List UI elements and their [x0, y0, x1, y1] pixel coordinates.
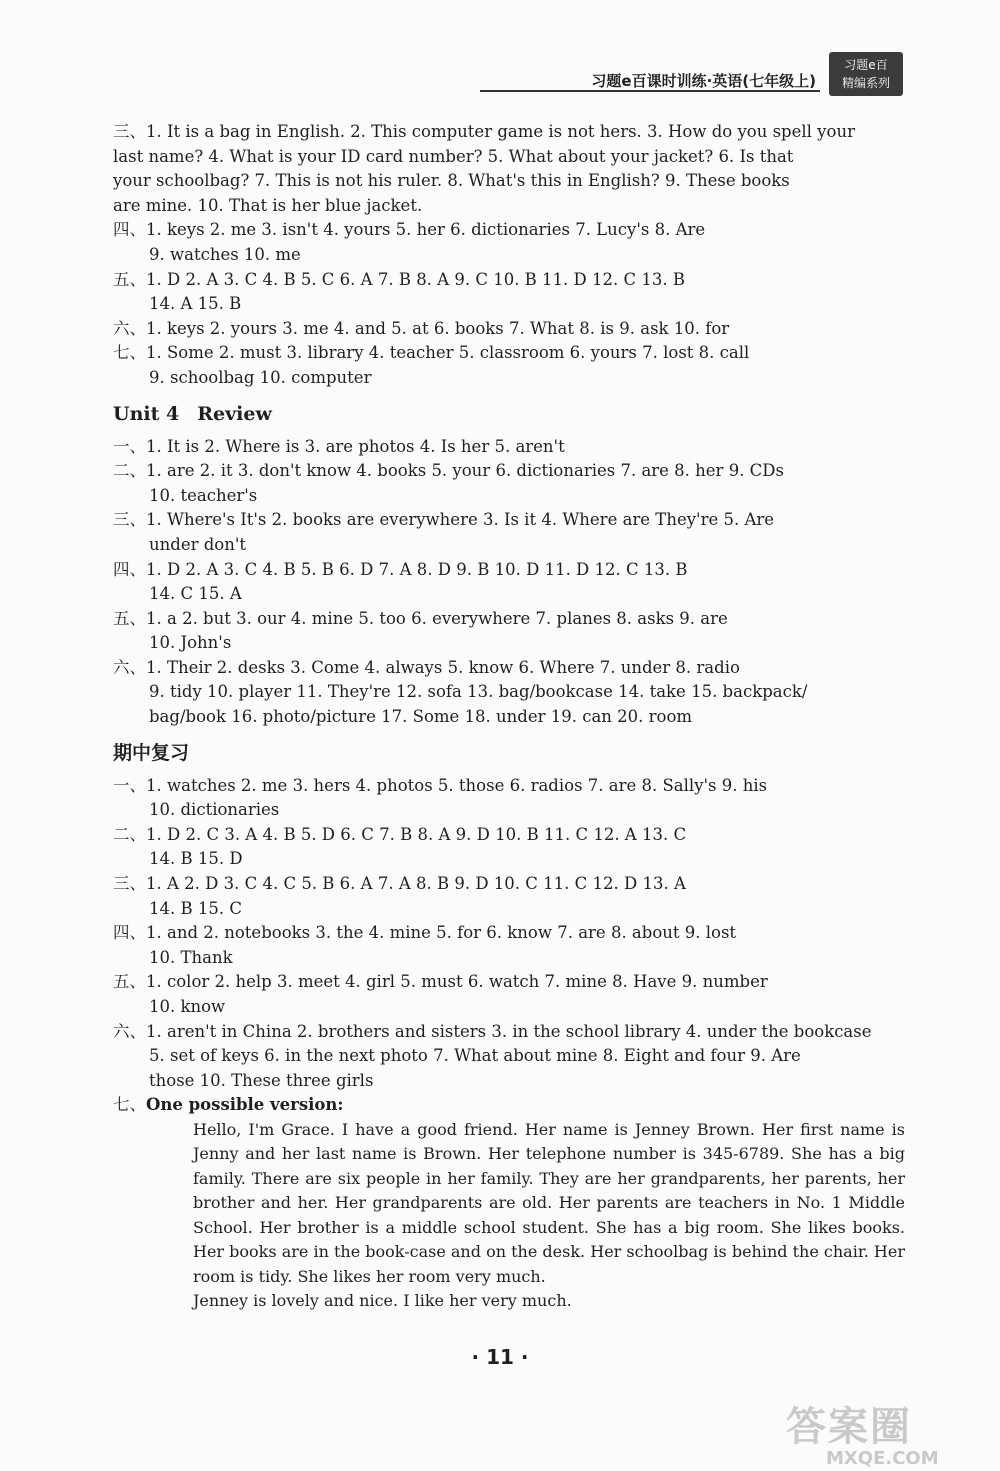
u3-section-7 [113, 341, 905, 390]
badge-line-2: 精编系列 [841, 76, 890, 90]
essay-title: One possible version: [146, 1095, 344, 1115]
answer-line: 10. John's [149, 633, 232, 653]
page-number: · 11 · [471, 1345, 529, 1369]
u4-section-4 [113, 558, 905, 607]
watermark [786, 1395, 986, 1469]
answer-line: 1. D 2. A 3. C 4. B 5. C 6. A 7. B 8. A 9. C 10. B 11. D 12. C 13. B [146, 269, 685, 289]
badge-line-1: 习题e百 [844, 58, 888, 72]
essay-body [113, 1118, 905, 1314]
section-label: 一、 [113, 436, 146, 456]
section-label: 六、 [113, 657, 146, 677]
watermark-url: MXQE.COM [826, 1448, 939, 1469]
answer-line: your schoolbag? 7. This is not his ruler. 8. What's this in English? 9. These books [113, 171, 790, 191]
mid-section-4 [113, 921, 905, 970]
answer-line: 1. are 2. it 3. don't know 4. books 5. your 6. dictionaries 7. are 8. her 9. CDs [146, 461, 784, 481]
essay-paragraph-1: Hello, I'm Grace. I have a good friend. Her name is Jenney Brown. Her first name is Jenny and her last name is Brown. Her telephone number is 345-6789. She has a big family. There are six people in her family. They are her grandparents, her parents, her brother and her. Her grandparents are old. Her parents are teachers in No. 1 Middle School. Her brother is a middle school student. She has a big room. She likes books. Her books are in the book-case and on the desk. Her schoolbag is behind the chair. Her room is tidy. She likes her room very much. [193, 1119, 905, 1286]
answer-line: 1. D 2. A 3. C 4. B 5. B 6. D 7. A 8. D 9. B 10. D 11. D 12. C 13. B [146, 559, 688, 579]
u3-section-5 [113, 268, 905, 317]
answer-line: 14. B 15. C [149, 898, 242, 918]
mid-section-7 [113, 1093, 905, 1314]
answer-line: are mine. 10. That is her blue jacket. [113, 195, 423, 215]
unit-title: Review [197, 402, 272, 425]
answer-line: 5. set of keys 6. in the next photo 7. What about mine 8. Eight and four 9. Are [149, 1046, 801, 1066]
essay-paragraph-2: Jenney is lovely and nice. I like her very much. [193, 1291, 572, 1311]
answer-line: 9. schoolbag 10. computer [149, 367, 372, 387]
answer-line: 10. teacher's [149, 485, 258, 505]
answer-line: 14. B 15. D [149, 849, 243, 869]
mid-section-5 [113, 970, 905, 1019]
answer-line: 10. know [149, 997, 226, 1016]
mid-section-6 [113, 1020, 905, 1094]
series-badge [829, 52, 903, 96]
answer-line: those 10. These three girls [149, 1070, 374, 1090]
running-header [480, 70, 820, 92]
section-label: 六、 [113, 318, 146, 338]
section-label: 五、 [113, 972, 146, 992]
answer-line: 1. Where's It's 2. books are everywhere 3. Is it 4. Where are They're 5. Are [146, 510, 775, 530]
answer-line: 1. a 2. but 3. our 4. mine 5. too 6. everywhere 7. planes 8. asks 9. are [146, 608, 728, 628]
answer-line: 1. It is a bag in English. 2. This computer game is not hers. 3. How do you spell your [146, 122, 855, 141]
section-label: 三、 [113, 122, 146, 141]
answer-line: 14. A 15. B [149, 294, 242, 314]
answer-line: 1. aren't in China 2. brothers and sisters 3. in the school library 4. under the bookcase [146, 1021, 872, 1041]
answer-line: 1. color 2. help 3. meet 4. girl 5. must 6. watch 7. mine 8. Have 9. number [146, 972, 768, 992]
answer-line: 1. It is 2. Where is 3. are photos 4. Is her 5. aren't [146, 436, 565, 456]
answer-line: bag/book 16. photo/picture 17. Some 18. under 19. can 20. room [149, 707, 693, 727]
midterm-heading: 期中复习 [113, 741, 190, 764]
answer-line: 1. Some 2. must 3. library 4. teacher 5. classroom 6. yours 7. lost 8. call [146, 343, 750, 363]
answer-line: 9. watches 10. me [149, 244, 301, 264]
section-label: 六、 [113, 1021, 146, 1041]
answer-line: 1. A 2. D 3. C 4. C 5. B 6. A 7. A 8. B 9. D 10. C 11. C 12. D 13. A [146, 874, 686, 894]
section-label: 二、 [113, 461, 146, 481]
answer-line: 10. Thank [149, 947, 233, 967]
unit4-heading [113, 399, 905, 429]
u4-section-5 [113, 607, 905, 656]
answer-line: 1. D 2. C 3. A 4. B 5. D 6. C 7. B 8. A 9. D 10. B 11. C 12. A 13. C [146, 824, 687, 844]
u3-section-6 [113, 317, 905, 342]
answer-line: 1. and 2. notebooks 3. the 4. mine 5. for 6. know 7. are 8. about 9. lost [146, 923, 737, 943]
answer-line: 1. Their 2. desks 3. Come 4. always 5. know 6. Where 7. under 8. radio [146, 657, 740, 677]
u4-section-1 [113, 435, 905, 460]
u3-section-4 [113, 218, 905, 267]
mid-section-3 [113, 872, 905, 921]
section-label: 七、 [113, 1095, 146, 1115]
section-label: 二、 [113, 824, 146, 844]
answer-line: under don't [149, 534, 247, 554]
section-label: 四、 [113, 220, 146, 240]
section-label: 五、 [113, 269, 146, 289]
answer-line: last name? 4. What is your ID card number? 5. What about your jacket? 6. Is that [113, 146, 794, 166]
section-label: 七、 [113, 343, 146, 363]
answer-line: 1. keys 2. me 3. isn't 4. yours 5. her 6. dictionaries 7. Lucy's 8. Are [146, 220, 706, 240]
u3-section-3 [113, 120, 905, 218]
u4-section-3 [113, 508, 905, 557]
answer-content [113, 120, 905, 1314]
mid-section-1 [113, 774, 905, 823]
section-label: 四、 [113, 923, 146, 943]
u4-section-2 [113, 459, 905, 508]
section-label: 五、 [113, 608, 146, 628]
section-label: 三、 [113, 874, 146, 894]
answer-line: 10. dictionaries [149, 800, 280, 820]
answer-line: 9. tidy 10. player 11. They're 12. sofa 13. bag/bookcase 14. take 15. backpack/ [149, 682, 808, 702]
answer-line: 1. watches 2. me 3. hers 4. photos 5. those 6. radios 7. are 8. Sally's 9. his [146, 775, 768, 795]
mid-section-2 [113, 823, 905, 872]
answer-line: 14. C 15. A [149, 584, 242, 604]
section-label: 四、 [113, 559, 146, 579]
watermark-logo: 答案圈 [786, 1404, 912, 1450]
section-label: 三、 [113, 510, 146, 530]
unit-label: Unit 4 [113, 402, 180, 425]
section-label: 一、 [113, 775, 146, 795]
answer-line: 1. keys 2. yours 3. me 4. and 5. at 6. books 7. What 8. is 9. ask 10. for [146, 318, 730, 338]
u4-section-6 [113, 656, 905, 730]
book-title: 习题e百课时训练·英语(七年级上) [591, 72, 816, 90]
